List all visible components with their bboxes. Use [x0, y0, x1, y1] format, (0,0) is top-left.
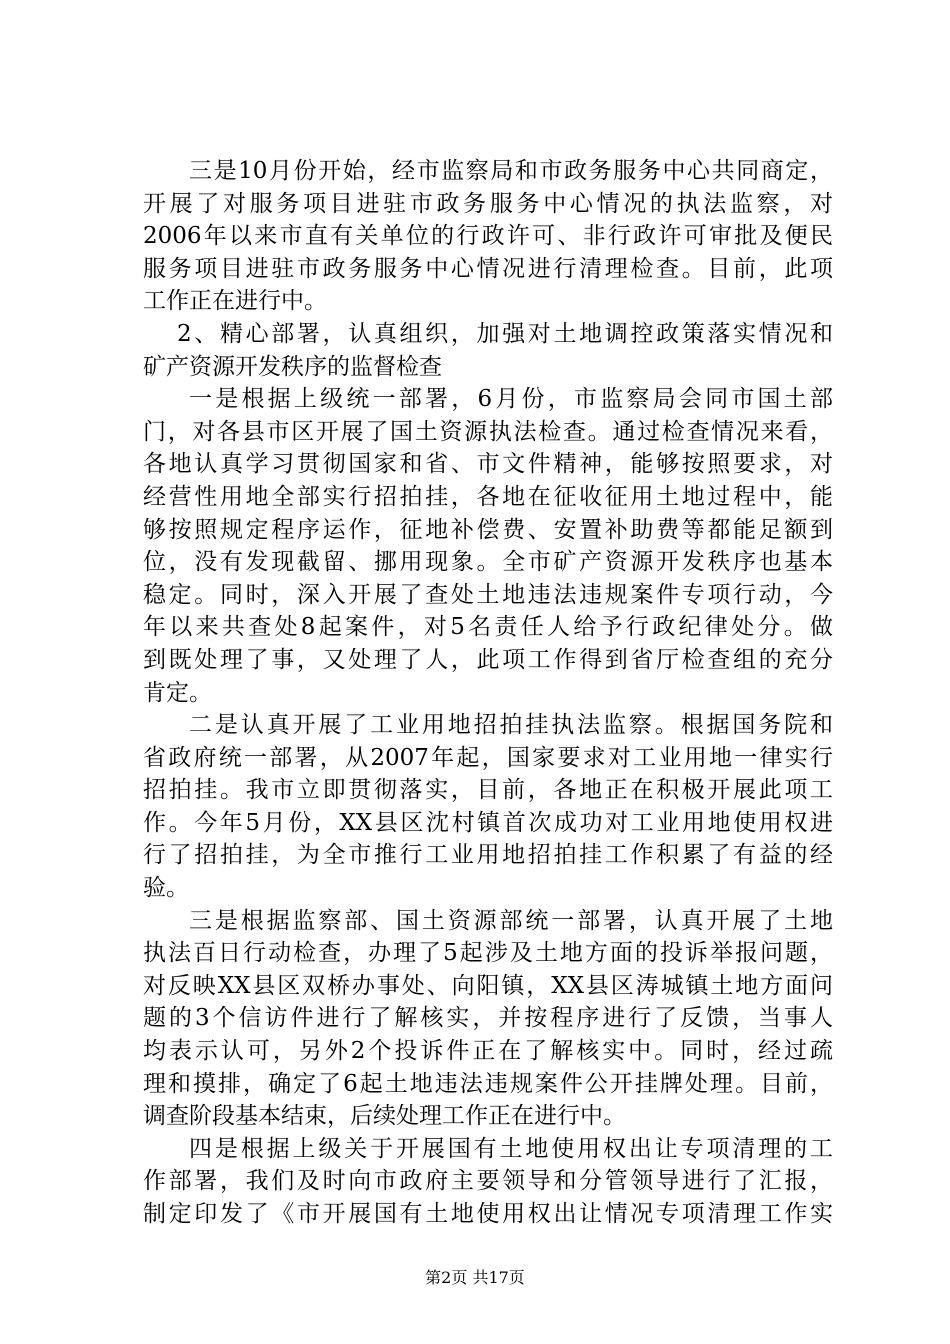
text-line: 一是根据上级统一部署，6月份，市监察局会同市国土部 — [189, 386, 833, 413]
paragraph-5 — [143, 905, 833, 1133]
text-line: 招拍挂。我市立即贯彻落实，目前，各地正在积极开展此项工 — [143, 777, 833, 804]
paragraph-1 — [143, 155, 833, 318]
text-line: 验。 — [143, 875, 189, 902]
text-line: 作部署，我们及时向市政府主要领导和分管领导进行了汇报， — [143, 1168, 833, 1195]
text-line: 作。今年5月份，XX县区沈村镇首次成功对工业用地使用权进 — [143, 809, 833, 836]
text-line: 三是10月份开始，经市监察局和市政务服务中心共同商定， — [189, 158, 833, 184]
text-line: 2、精心部署，认真组织，加强对土地调控政策落实情况和 — [177, 320, 833, 347]
text-line: 2006年以来市直有关单位的行政许可、非行政许可审批及便民 — [143, 223, 833, 250]
text-line: 开展了对服务项目进驻市政务服务中心情况的执法监察，对 — [143, 190, 833, 217]
text-line: 省政府统一部署，从2007年起，国家要求对工业用地一律实行 — [143, 744, 833, 771]
text-line: 各地认真学习贯彻国家和省、市文件精神，能够按照要求，对 — [143, 451, 833, 478]
text-line: 到既处理了事，又处理了人，此项工作得到省厅检查组的充分 — [143, 646, 833, 673]
text-line: 理和摸排，确定了6起土地违法违规案件公开挂牌处理。目前， — [143, 1070, 833, 1097]
text-line: 稳定。同时，深入开展了查处土地违法违规案件专项行动，今 — [143, 581, 833, 608]
text-line: 题的3个信访件进行了解核实，并按程序进行了反馈，当事人 — [143, 1005, 833, 1032]
text-line: 矿产资源开发秩序的监督检查 — [143, 353, 442, 380]
text-line: 四是根据上级关于开展国有土地使用权出让专项清理的工 — [189, 1135, 833, 1162]
text-line: 调查阶段基本结束，后续处理工作正在进行中。 — [143, 1103, 626, 1130]
text-line: 制定印发了《市开展国有土地使用权出让情况专项清理工作实 — [143, 1201, 833, 1227]
paragraph-3 — [143, 383, 833, 709]
text-line: 够按照规定程序运作，征地补偿费、安置补助费等都能足额到 — [143, 516, 833, 543]
paragraph-6 — [143, 1133, 833, 1231]
paragraph-4 — [143, 709, 833, 905]
text-line: 经营性用地全部实行招拍挂，各地在征收征用土地过程中，能 — [143, 483, 833, 510]
text-line: 位，没有发现截留、挪用现象。全市矿产资源开发秩序也基本 — [143, 549, 833, 576]
text-line: 肯定。 — [143, 679, 212, 706]
page-number-footer: 第2页 共17页 — [425, 1268, 525, 1287]
text-line: 对反映XX县区双桥办事处、向阳镇，XX县区涛城镇土地方面问 — [143, 972, 833, 999]
document-body — [143, 155, 833, 1231]
text-line: 门，对各县市区开展了国土资源执法检查。通过检查情况来看， — [143, 418, 833, 445]
text-line: 年以来共查处8起案件，对5名责任人给予行政纪律处分。做 — [143, 614, 833, 641]
text-line: 均表示认可，另外2个投诉件正在了解核实中。同时，经过疏 — [143, 1038, 833, 1065]
text-line: 执法百日行动检查，办理了5起涉及土地方面的投诉举报问题， — [143, 940, 833, 967]
section-heading-2 — [143, 318, 833, 383]
text-line: 三是根据监察部、国土资源部统一部署，认真开展了土地 — [189, 907, 833, 934]
text-line: 工作正在进行中。 — [143, 288, 327, 315]
text-line: 行了招拍挂，为全市推行工业用地招拍挂工作积累了有益的经 — [143, 842, 833, 869]
text-line: 服务项目进驻市政务服务中心情况进行清理检查。目前，此项 — [143, 255, 833, 282]
text-line: 二是认真开展了工业用地招拍挂执法监察。根据国务院和 — [189, 712, 833, 739]
